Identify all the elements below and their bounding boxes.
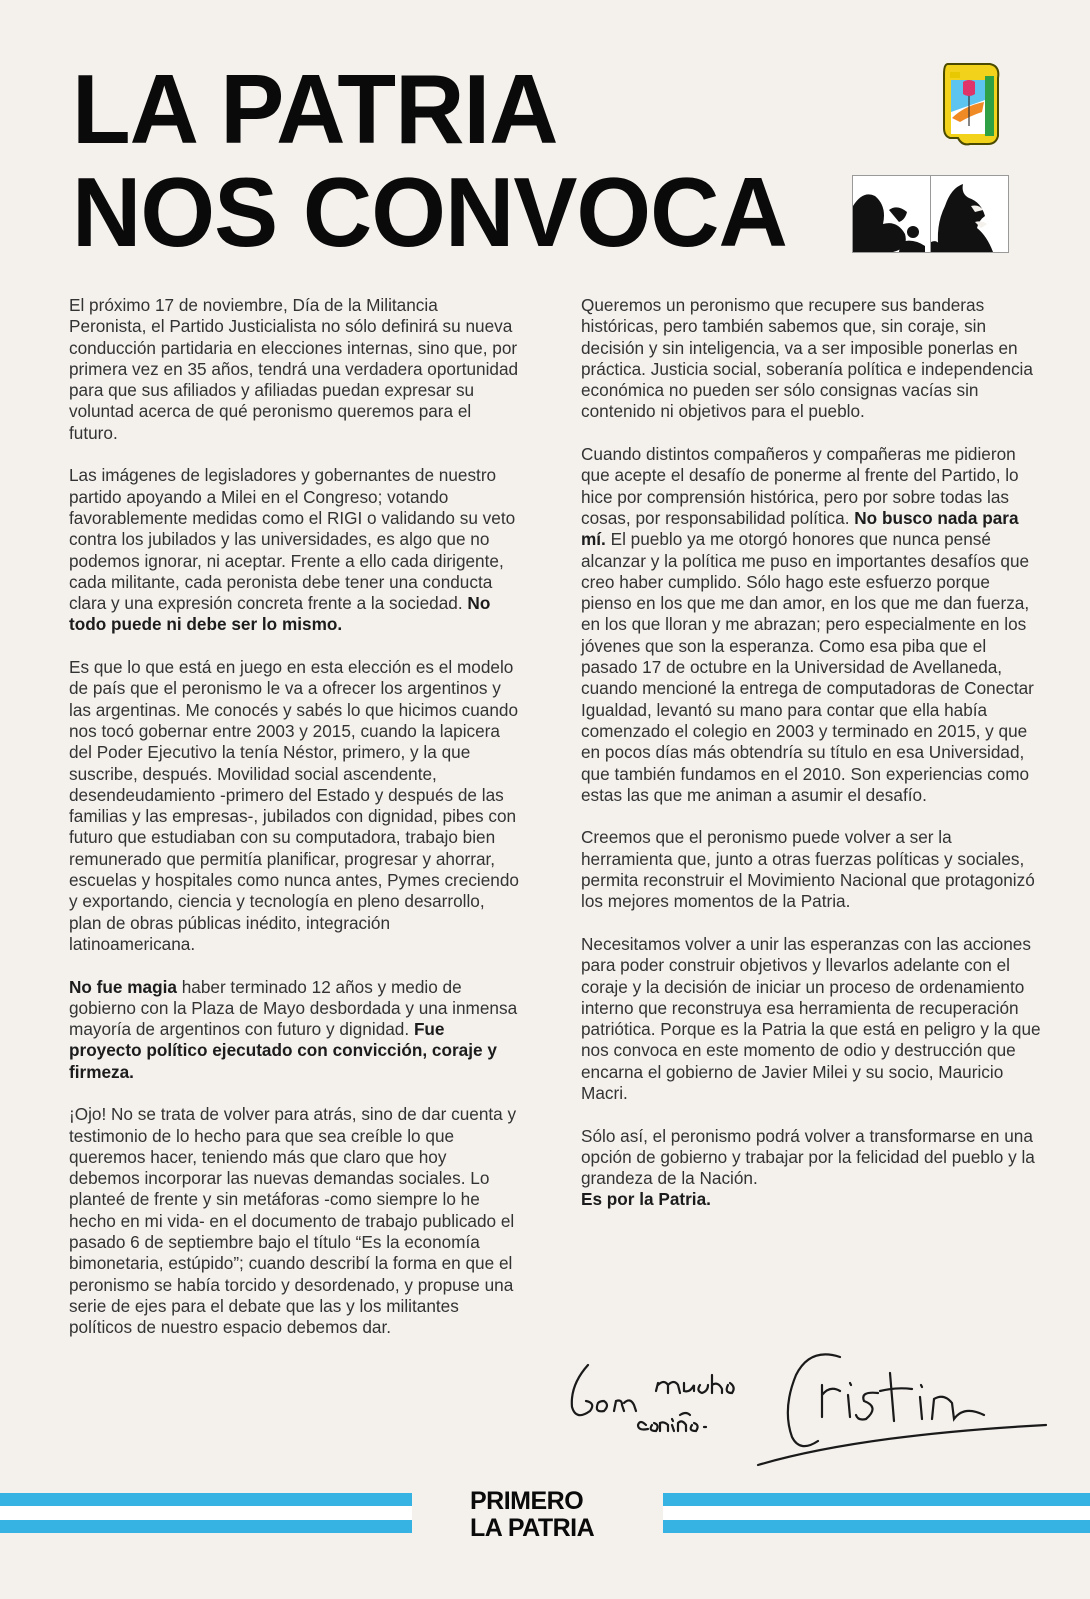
paragraph: Las imágenes de legisladores y gobernantes de nuestro partido apoyando a Milei en el Congreso; votando favorablemente medidas como el RIGI o validando su veto contra los jubilados y las universidades, es algo que no podemos ignorar, ni aceptar. Frente a ello cada dirigente, cada militante, cada peronista debe tener una conducta clara y una expresión concreta frente a la sociedad. No todo puede ni debe ser lo mismo.	[69, 465, 516, 635]
pj-party-shield-icon	[940, 60, 1002, 150]
paragraph: Queremos un peronismo que recupere sus banderas históricas, pero también sabemos que, sin coraje, sin decisión y sin inteligencia, va a ser imposible ponerlas en práctica. Justicia social, soberanía política e independencia económica no pueden ser sólo consignas vacías sin contenido ni objetivos para el pueblo.	[581, 295, 1033, 422]
handwritten-signature	[560, 1345, 1050, 1475]
argentine-flag-stripe-left	[0, 1493, 412, 1533]
primero-la-patria-logo	[470, 1488, 594, 1542]
emphasis: No todo puede ni debe ser lo mismo.	[69, 593, 491, 635]
peron-kirchner-portraits	[852, 175, 1009, 253]
argentine-flag-stripe-right	[663, 1493, 1090, 1533]
title-line-1: LA PATRIA	[72, 54, 558, 164]
paragraph: Cuando distintos compañeros y compañeras me pidieron que acepte el desafío de ponerme al frente del Partido, lo hice por comprensión histórica, pero por sobre todas las cosas, por responsabilidad política. No busco nada para mí. El pueblo ya me otorgó honores que nunca pensé alcanzar y la política me puso en importantes desafíos que creo haber cumplido. Sólo hago este esfuerzo porque pienso en los que me dan amor, en los que me dan fuerza, en los que lloran y me abrazan; pero especialmente en los jóvenes que son la esperanza. Como esa piba que el pasado 17 de octubre en la Universidad de Avellaneda, cuando mencioné la entrega de computadoras de Conectar Igualdad, levantó su mano para contar que ella había comenzado el colegio en 2003 y terminado en 2015, y que en pocos días más obtendría su título en esa Universidad, que también fundamos en el 2010. Son experiencias como estas las que me animan a asumir el desafío.	[581, 444, 1034, 805]
paragraph: Creemos que el peronismo puede volver a ser la herramienta que, junto a otras fuerzas políticas y sociales, permita reconstruir el Movimiento Nacional que protagonizó los mejores momentos de la Patria.	[581, 827, 1035, 912]
footer-line-1: PRIMERO	[470, 1487, 584, 1515]
portrait-left	[853, 176, 931, 252]
paragraph: Es que lo que está en juego en esta elección es el modelo de país que el peronismo le va a ofrecer los argentinos y las argentinas. Me conocés y sabés lo que hicimos cuando nos tocó gobernar entre 2003 y 2015, cuando la lapicera del Poder Ejecutivo la tenía Néstor, primero, y la que suscribe, después. Movilidad social ascendente, desendeudamiento -primero del Estado y después de las familias y las empresas-, jubilados con dignidad, pibes con futuro que estudiaban con su computadora, trabajo bien remunerado que permitía planificar, progresar y ahorrar, escuelas y hospitales como nunca antes, Pymes creciendo y exportando, ciencia y tecnología en pleno desarrollo, plan de obras públicas inédito, integración latinoamericana.	[69, 657, 519, 954]
title-line-2: NOS CONVOCA	[72, 157, 787, 267]
paragraph: El próximo 17 de noviembre, Día de la Militancia Peronista, el Partido Justicialista no sólo definirá su nueva conducción partidaria en elecciones internas, sino que, por primera vez en 35 años, tendrá una verdadera oportunidad para que sus afiliados y afiliadas puedan expresar su voluntad acerca de qué peronismo queremos para el futuro.	[69, 295, 519, 443]
emphasis: Fue proyecto político ejecutado con convicción, coraje y firmeza.	[69, 1019, 497, 1082]
page-title	[72, 54, 787, 267]
paragraph: ¡Ojo! No se trata de volver para atrás, sino de dar cuenta y testimonio de lo hecho para que sea creíble lo que queremos hacer, teniendo más que claro que hoy debemos incorporar las nuevas demandas sociales. Lo planteé de frente y sin metáforas -como siempre lo he hecho en mi vida- en el documento de trabajo publicado el pasado 6 de septiembre bajo el título “Es la economía bimonetaria, estúpido”; cuando describí la forma en que el peronismo se había torcido y desordenado, y propuse una serie de ejes para el debate que las y los militantes políticos de nuestro espacio debemos dar.	[69, 1104, 517, 1338]
left-column	[69, 295, 519, 1360]
paragraph: Necesitamos volver a unir las esperanzas con las acciones para poder construir objetivos y llevarlos adelante con el coraje y la decisión de iniciar un proceso de ordenamiento interno que reconstruya esa herramienta de recuperación patriótica. Porque es la Patria la que está en peligro y la que nos convoca en este momento de odio y destrucción que encarna el gobierno de Javier Milei y su socio, Mauricio Macri.	[581, 933, 1041, 1103]
emphasis: No busco nada para mí.	[581, 507, 1019, 550]
paragraph: Sólo así, el peronismo podrá volver a transformarse en una opción de gobierno y trabajar por la felicidad del pueblo y la grandeza de la Nación. Es por la Patria.	[581, 1125, 1035, 1210]
right-column	[581, 295, 1041, 1211]
emphasis: No fue magia	[69, 976, 177, 997]
portrait-right	[931, 176, 1008, 252]
footer-line-2: LA PATRIA	[470, 1514, 595, 1542]
closing-line: Es por la Patria.	[581, 1189, 711, 1210]
paragraph: No fue magia haber terminado 12 años y medio de gobierno con la Plaza de Mayo desbordada y una inmensa mayoría de argentinos con futuro y dignidad. Fue proyecto político ejecutado con convicción, coraje y firmeza.	[69, 976, 518, 1082]
